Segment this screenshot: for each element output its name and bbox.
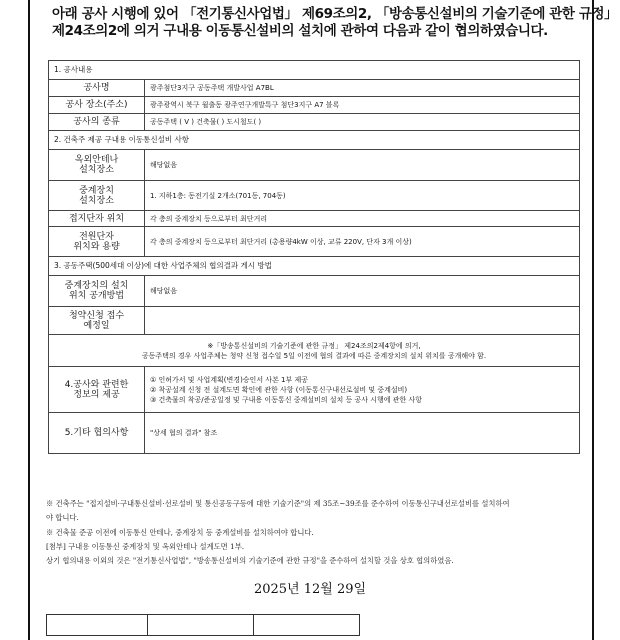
signature-table bbox=[46, 614, 360, 636]
table-row bbox=[49, 307, 580, 335]
power-terminal-label: 전원단자 위치와 용량 bbox=[49, 227, 145, 257]
table-row bbox=[49, 276, 580, 307]
table-row bbox=[49, 181, 580, 211]
subscription-date-label: 청약신청 접수 예정일 bbox=[49, 307, 145, 335]
table-row bbox=[49, 114, 580, 131]
section-3-header-row bbox=[49, 257, 580, 276]
heading-line-2: 제24조의2에 의거 구내용 이동통신설비의 설치에 관하여 다음과 같이 협의하였습니다. bbox=[52, 23, 548, 39]
info-item-1: ① 인허가서 및 사업계획(변경)승인서 사본 1부 제공 bbox=[150, 375, 309, 384]
construction-site-value: 광주광역시 북구 월출동 광주연구개발특구 첨단3지구 A7 블록 bbox=[145, 97, 580, 114]
repeater-location-label: 중계장치 설치장소 bbox=[49, 181, 145, 211]
table-row bbox=[49, 227, 580, 257]
repeater-location-value: 1. 지하1층: 동전기실 2개소(701동, 704동) bbox=[145, 181, 580, 211]
info-provision-value bbox=[145, 367, 580, 413]
other-matters-label: 5.기타 협의사항 bbox=[49, 413, 145, 454]
other-matters-value: "상세 협의 결과" 참조 bbox=[145, 413, 580, 454]
repeater-disclosure-label: 중계장치의 설치 위치 공개방법 bbox=[49, 276, 145, 307]
section-3-note bbox=[49, 335, 580, 367]
footnote-line: ※ 건축물 준공 이전에 이동통신 안테나, 중계장치 등 중계설비를 설치하여야 합니다. bbox=[46, 527, 314, 537]
agreement-table bbox=[48, 60, 580, 454]
outdoor-antenna-label: 옥외안테나 설치장소 bbox=[49, 150, 145, 181]
ground-terminal-label: 접지단자 위치 bbox=[49, 211, 145, 227]
section-1-header-row bbox=[49, 61, 580, 80]
construction-name-value: 광주첨단3지구 공동주택 개발사업 A7BL bbox=[145, 80, 580, 97]
ground-terminal-value: 각 층의 중계장치 등으로부터 최단거리 bbox=[145, 211, 580, 227]
construction-site-label: 공사 장소(주소) bbox=[49, 97, 145, 114]
construction-type-label: 공사의 종류 bbox=[49, 114, 145, 131]
section-2-header-row bbox=[49, 131, 580, 150]
table-row bbox=[49, 97, 580, 114]
repeater-disclosure-value: 해당없음 bbox=[145, 276, 580, 307]
power-terminal-value: 각 층의 중계장치 등으로부터 최단거리 (총용량4kW 이상, 교류 220V, 단자 3개 이상) bbox=[145, 227, 580, 257]
table-row bbox=[49, 413, 580, 454]
footnotes bbox=[46, 497, 586, 568]
construction-name-label: 공사명 bbox=[49, 80, 145, 97]
table-row bbox=[49, 80, 580, 97]
table-row bbox=[49, 150, 580, 181]
construction-type-value: 공동주택 ( V ) 건축물( ) 도시철도( ) bbox=[145, 114, 580, 131]
section-2-title: 2. 건축주 제공 구내용 이동통신설비 사항 bbox=[49, 131, 580, 150]
signature-divider bbox=[147, 615, 148, 635]
info-provision-label: 4.공사와 관련한 정보의 제공 bbox=[49, 367, 145, 413]
footnote-line: [첨부] 구내용 이동통신 중계장치 및 옥외안테나 설계도면 1부. bbox=[46, 541, 245, 551]
table-row bbox=[49, 211, 580, 227]
section-3-title: 3. 공동주택(500세대 이상)에 대한 사업주체의 협의결과 게시 방법 bbox=[49, 257, 580, 276]
heading-line-1: 아래 공사 시행에 있어 「전기통신사업법」 제69조의2, 「방송통신설비의 기술기준에 관한 규정」 bbox=[52, 6, 618, 22]
section-3-note-line-2: 공동주택의 경우 사업주체는 청약 신청 접수일 5일 이전에 협의 결과에 따른 중계장치의 설치 위치를 공개해야 함. bbox=[141, 351, 487, 360]
table-row bbox=[49, 367, 580, 413]
info-item-3: ③ 건축물의 착공/준공일정 및 구내용 이동통신 중계설비의 설치 등 공사 시행에 관한 사항 bbox=[150, 395, 423, 404]
signature-divider bbox=[253, 615, 254, 635]
section-1-title: 1. 공사내용 bbox=[49, 61, 580, 80]
table-row bbox=[49, 335, 580, 367]
outdoor-antenna-value: 해당없음 bbox=[145, 150, 580, 181]
agreement-date: 2025년 12월 29일 bbox=[253, 582, 367, 597]
subscription-date-value bbox=[145, 307, 580, 335]
document-heading bbox=[52, 6, 618, 40]
footnote-line: 야 합니다. bbox=[46, 513, 79, 523]
footnote-line: ※ 건축주는 "접지설비·구내통신설비·선로설비 및 통신공동구등에 대한 기술기준"의 제 35조~39조를 준수하여 이동통신구내선로설비를 설치하여 bbox=[46, 499, 510, 508]
section-3-note-line-1: ※「방송통신설비의 기술기준에 관한 규정」 제24조의2제4항에 의거, bbox=[207, 341, 421, 350]
footnote-line: 상기 협의내용 이외의 것은 "전기통신사업법", "방송통신설비의 기술기준에 관한 규정"을 준수하여 설치할 것을 상호 협의하였음. bbox=[46, 556, 454, 566]
info-item-2: ② 착공설계 신청 전 설계도면 확인에 관한 사항 (이동통신구내선로설비 및 중계설비) bbox=[150, 385, 408, 394]
